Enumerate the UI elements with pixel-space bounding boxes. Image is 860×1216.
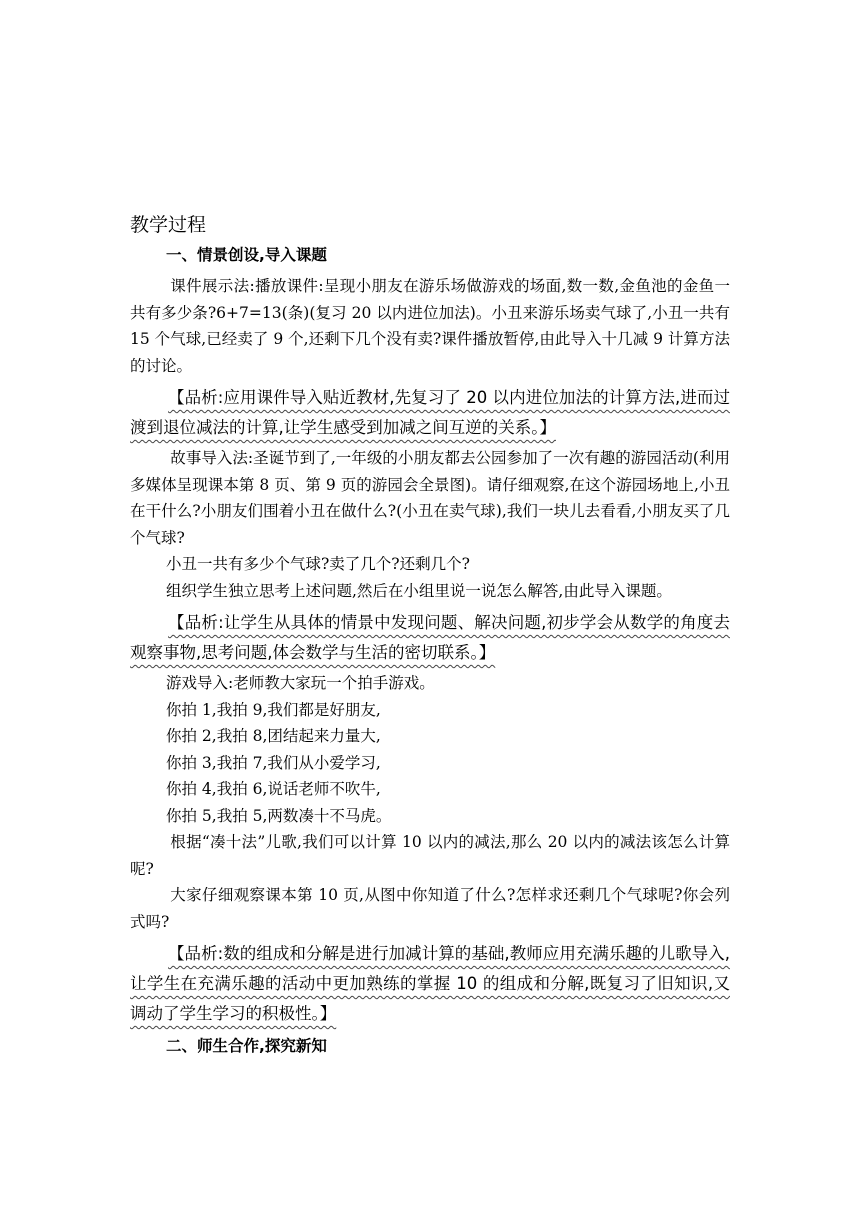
paragraph-make-ten: 根据“凑十法”儿歌,我们可以计算 10 以内的减法,那么 20 以内的减法该怎么计算呢? bbox=[130, 833, 730, 878]
paragraph-game: 游戏导入:老师教大家玩一个拍手游戏。 bbox=[166, 674, 435, 692]
rhyme-line: 你拍 2,我拍 8,团结起来力量大, bbox=[166, 727, 381, 745]
document-body bbox=[130, 212, 730, 1064]
analysis-note-text: 【品析:应用课件导入贴近教材,先复习了 20 以内进位加法的计算方法,进而过渡到退位减法的计算,让学生感受到加减之间互逆的关系。】 bbox=[130, 388, 730, 437]
paragraph-story: 故事导入法:圣诞节到了,一年级的小朋友都去公园参加了一次有趣的游园活动(利用多媒体呈现课本第 8 页、第 9 页的游园会全景图)。请仔细观察,在这个游园场地上,小丑在干什么?小朋友们围着小丑在做什么?(小丑在卖气球),我们一块儿去看看,小朋友买了几个气球? bbox=[130, 449, 730, 547]
analysis-note-3 bbox=[130, 939, 730, 1029]
paragraph-observe: 大家仔细观察课本第 10 页,从图中你知道了什么?怎样求还剩几个气球呢?你会列式吗? bbox=[130, 886, 730, 931]
analysis-note-1 bbox=[130, 383, 730, 443]
rhyme-line: 你拍 4,我拍 6,说话老师不吹牛, bbox=[166, 780, 381, 798]
paragraph-courseware: 课件展示法:播放课件:呈现小朋友在游乐场做游戏的场面,数一数,金鱼池的金鱼一共有多少条?6+7=13(条)(复习 20 以内进位加法)。小丑来游乐场卖气球了,小丑一共有 15 个气球,已经卖了 9 个,还剩下几个没有卖?课件播放暂停,由此导入十几减 9 计算方法的讨论。 bbox=[130, 277, 730, 375]
page-title: 教学过程 bbox=[130, 214, 207, 236]
analysis-note-text: 【品析:数的组成和分解是进行加减计算的基础,教师应用充满乐趣的儿歌导入,让学生在充满乐趣的活动中更加熟练的掌握 10 的组成和分解,既复习了旧知识,又调动了学生学习的积极性。】 bbox=[130, 944, 730, 1023]
section-heading-1: 一、情景创设,导入课题 bbox=[166, 246, 327, 264]
rhyme-line: 你拍 1,我拍 9,我们都是好朋友, bbox=[166, 700, 381, 719]
section-heading-2: 二、师生合作,探究新知 bbox=[166, 1037, 327, 1055]
paragraph-question: 小丑一共有多少个气球?卖了几个?还剩几个? bbox=[166, 555, 470, 573]
analysis-note-2 bbox=[130, 608, 730, 668]
analysis-note-text: 【品析:让学生从具体的情景中发现问题、解决问题,初步学会从数学的角度去观察事物,思考问题,体会数学与生活的密切联系。】 bbox=[130, 613, 730, 662]
rhyme-line: 你拍 5,我拍 5,两数凑十不马虎。 bbox=[166, 806, 392, 825]
paragraph-organize: 组织学生独立思考上述问题,然后在小组里说一说怎么解答,由此导入课题。 bbox=[166, 581, 672, 600]
rhyme-line: 你拍 3,我拍 7,我们从小爱学习, bbox=[166, 753, 381, 772]
